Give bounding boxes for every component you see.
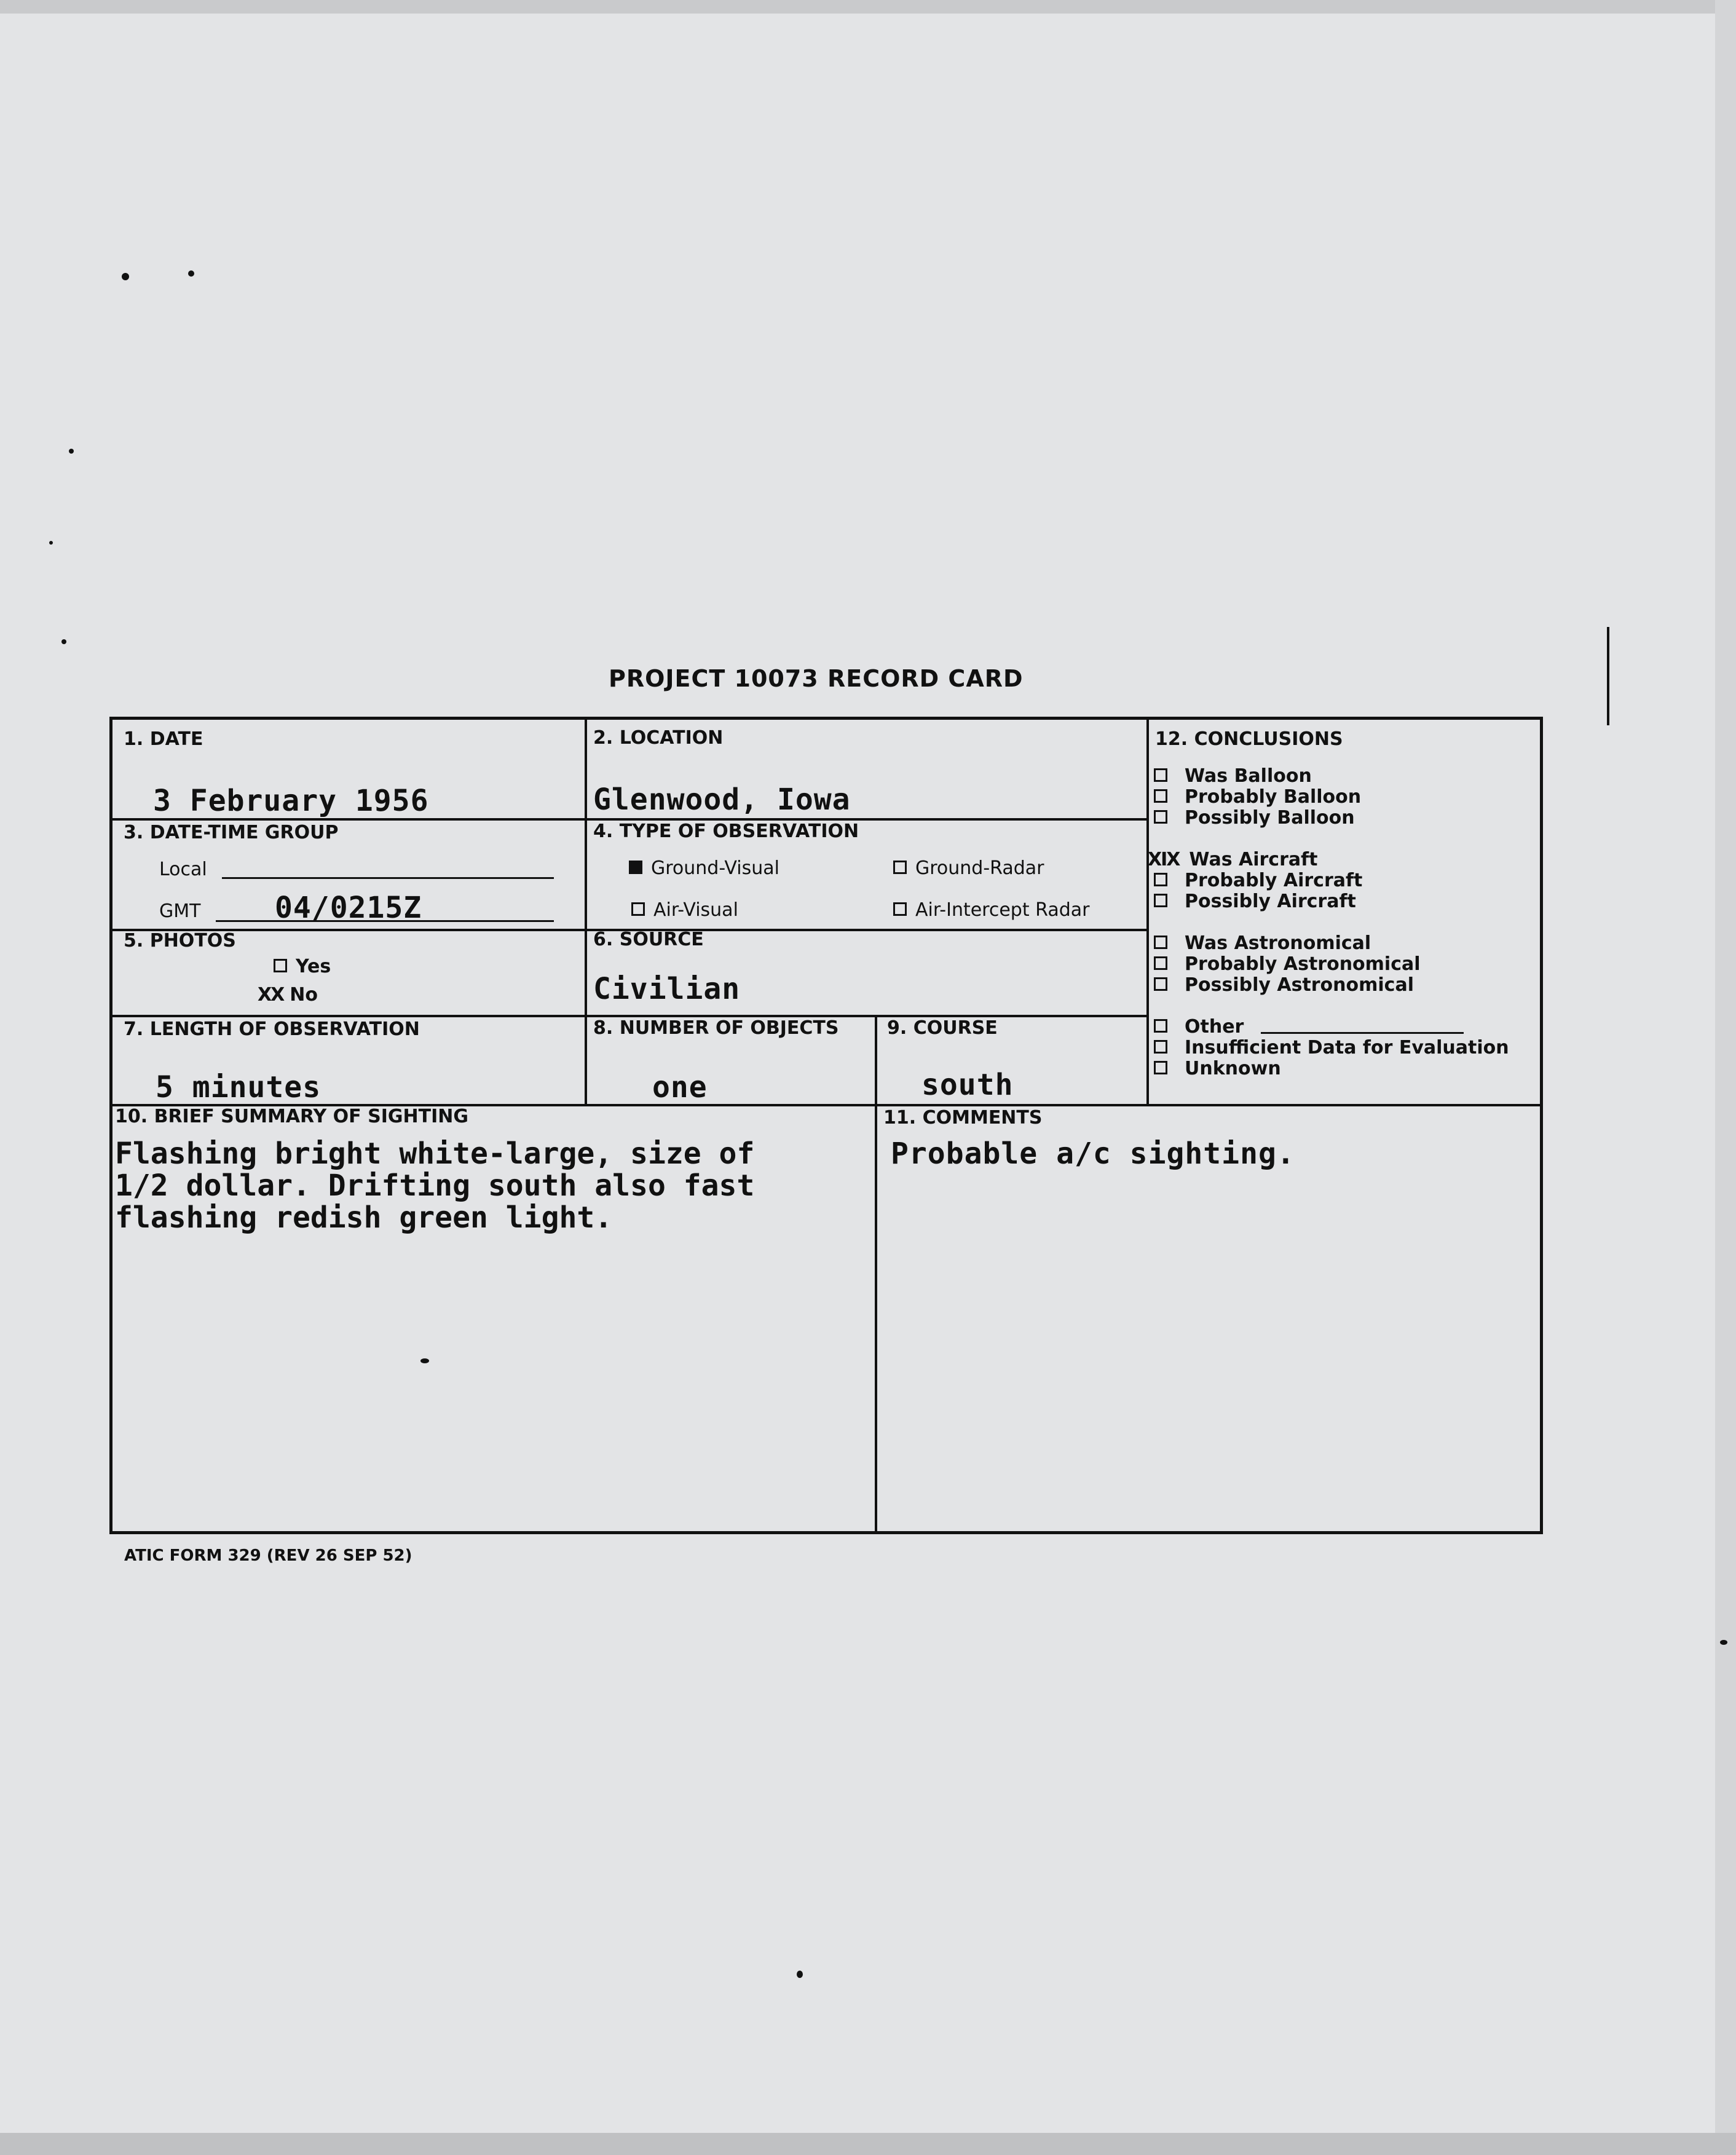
checkbox-icon — [1154, 977, 1167, 991]
checkbox-icon — [631, 902, 645, 916]
course-label: 9. COURSE — [887, 1017, 998, 1039]
form-footer: ATIC FORM 329 (REV 26 SEP 52) — [124, 1546, 412, 1565]
divider — [585, 720, 587, 1105]
scan-edge-top — [0, 0, 1736, 14]
conclusion-possibly-astronomical[interactable]: Possibly Astronomical — [1154, 974, 1414, 996]
checkbox-icon — [1154, 789, 1167, 803]
checkbox-icon — [1154, 810, 1167, 824]
number-of-objects-label: 8. NUMBER OF OBJECTS — [593, 1017, 839, 1039]
scan-edge-bottom — [0, 2133, 1736, 2155]
summary-line: Flashing bright white-large, size of — [115, 1137, 755, 1171]
conclusion-probably-astronomical[interactable]: Probably Astronomical — [1154, 953, 1421, 975]
observation-type-label: 4. TYPE OF OBSERVATION — [593, 821, 859, 842]
checkbox-icon — [893, 902, 907, 916]
comments-value: Probable a/c sighting. — [891, 1137, 1295, 1171]
length-label: 7. LENGTH OF OBSERVATION — [124, 1018, 420, 1040]
checkbox-icon — [1154, 768, 1167, 782]
local-time-underline — [222, 877, 554, 879]
checkbox-icon — [1154, 936, 1167, 949]
conclusion-was-balloon[interactable]: Was Balloon — [1154, 765, 1312, 787]
observation-option-ground-radar[interactable]: Ground-Radar — [893, 857, 1044, 879]
checkbox-icon — [274, 959, 287, 972]
checkbox-icon — [1154, 894, 1167, 907]
date-label: 1. DATE — [124, 728, 203, 750]
checkbox-icon — [1154, 1019, 1167, 1033]
scan-speck — [188, 270, 194, 277]
scan-speck — [69, 449, 74, 454]
conclusion-unknown[interactable]: Unknown — [1154, 1058, 1281, 1079]
scan-speck — [61, 639, 66, 644]
conclusion-was-aircraft[interactable]: XIX Was Aircraft — [1148, 849, 1318, 870]
divider — [875, 1015, 877, 1531]
scan-edge-right — [1715, 0, 1736, 2155]
scan-speck — [1720, 1640, 1727, 1645]
course-value: south — [921, 1068, 1014, 1102]
scan-speck — [1607, 627, 1609, 725]
source-value: Civilian — [593, 972, 741, 1006]
conclusion-possibly-balloon[interactable]: Possibly Balloon — [1154, 807, 1355, 829]
source-label: 6. SOURCE — [593, 929, 704, 950]
date-value: 3 February 1956 — [153, 784, 429, 818]
gmt-value: 04/0215Z — [275, 891, 422, 925]
photos-label: 5. PHOTOS — [124, 930, 236, 951]
conclusion-was-astronomical[interactable]: Was Astronomical — [1154, 932, 1371, 954]
scan-speck — [49, 541, 53, 545]
checkbox-icon — [1154, 956, 1167, 970]
local-time-label: Local — [159, 859, 207, 880]
comments-label: 11. COMMENTS — [883, 1107, 1043, 1129]
photos-option-no[interactable]: XX No — [258, 984, 318, 1006]
length-value: 5 minutes — [156, 1070, 322, 1105]
x-mark-icon: XIX — [1148, 849, 1180, 870]
checkbox-icon — [1154, 873, 1167, 886]
conclusion-probably-aircraft[interactable]: Probably Aircraft — [1154, 870, 1362, 891]
checkbox-icon — [1154, 1061, 1167, 1074]
summary-line: flashing redish green light. — [115, 1200, 613, 1235]
scan-speck — [122, 273, 129, 280]
number-of-objects-value: one — [652, 1070, 708, 1105]
x-mark-icon: XX — [258, 984, 284, 1006]
photos-option-yes[interactable]: Yes — [274, 956, 331, 977]
summary-line: 1/2 dollar. Drifting south also fast — [115, 1168, 755, 1203]
location-value: Glenwood, Iowa — [593, 782, 851, 817]
conclusion-possibly-aircraft[interactable]: Possibly Aircraft — [1154, 891, 1356, 912]
gmt-label: GMT — [159, 900, 201, 922]
location-label: 2. LOCATION — [593, 727, 724, 749]
observation-option-air-intercept-radar[interactable]: Air-Intercept Radar — [893, 899, 1089, 921]
checkbox-checked-icon — [629, 861, 642, 874]
checkbox-icon — [893, 861, 907, 874]
conclusion-other[interactable]: Other — [1154, 1016, 1244, 1038]
conclusion-probably-balloon[interactable]: Probably Balloon — [1154, 786, 1361, 808]
record-card — [109, 717, 1543, 1534]
conclusions-label: 12. CONCLUSIONS — [1155, 728, 1343, 750]
summary-label: 10. BRIEF SUMMARY OF SIGHTING — [115, 1106, 468, 1127]
observation-option-ground-visual[interactable]: Ground-Visual — [629, 857, 779, 879]
observation-option-air-visual[interactable]: Air-Visual — [631, 899, 738, 921]
scan-speck — [797, 1971, 803, 1978]
other-underline — [1261, 1032, 1464, 1034]
divider — [1146, 720, 1149, 1106]
date-time-group-label: 3. DATE-TIME GROUP — [124, 822, 339, 843]
card-title: PROJECT 10073 RECORD CARD — [609, 665, 1024, 692]
checkbox-icon — [1154, 1040, 1167, 1054]
conclusion-insufficient-data[interactable]: Insufficient Data for Evaluation — [1154, 1037, 1509, 1058]
